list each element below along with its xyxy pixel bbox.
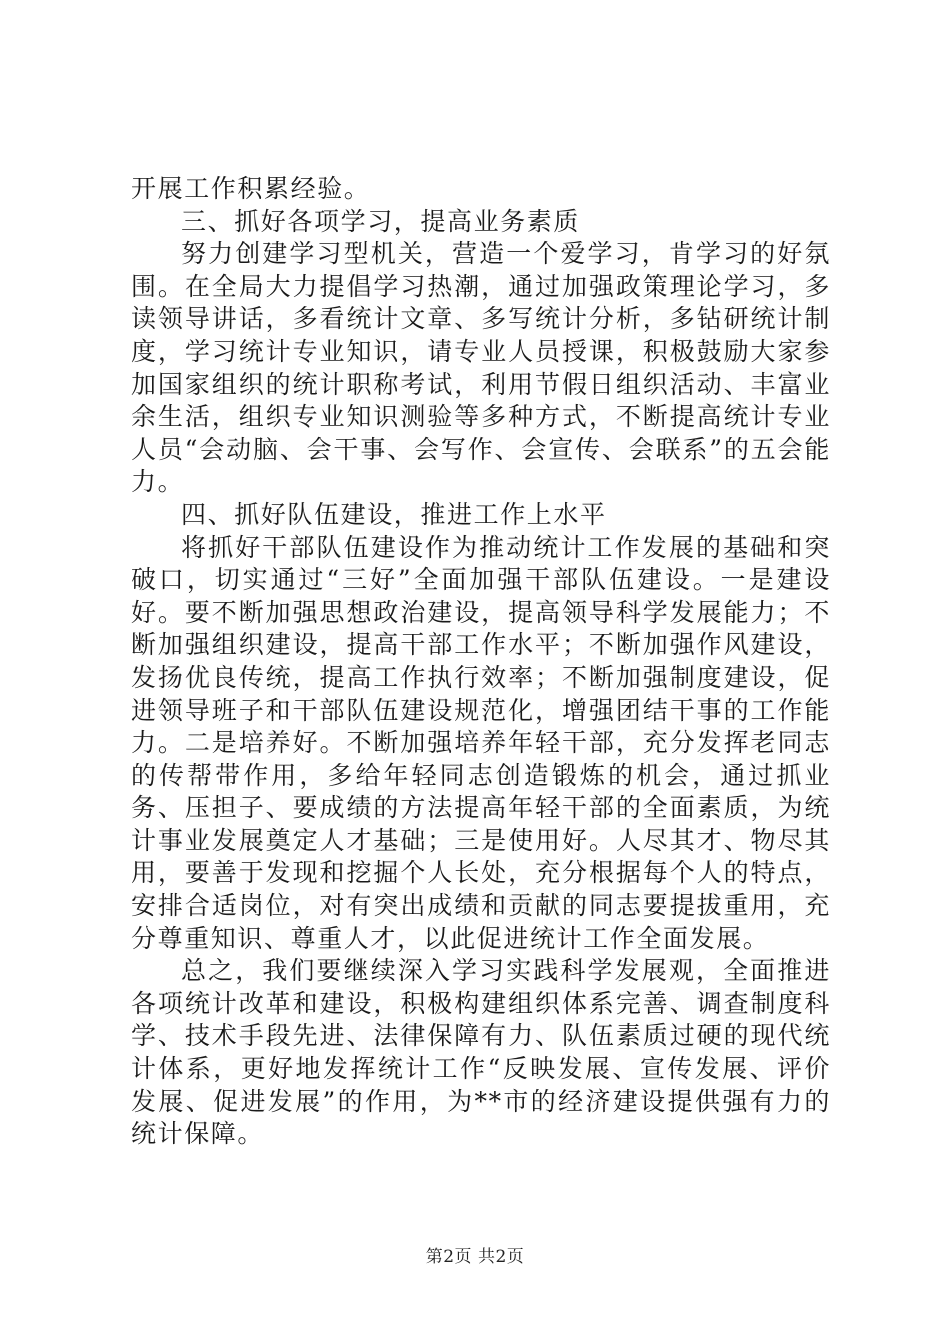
paragraph-continuation: 开展工作积累经验。 xyxy=(131,174,371,203)
paragraph-team: 将抓好干部队伍建设作为推动统计工作发展的基础和突破口，切实通过“三好”全面加强干部队伍建设。一是建设好。要不断加强思想政治建设，提高领导科学发展能力；不断加强组织建设，提高干部工作水平；不断加强作风建设，发扬优良传统，提高工作执行效率；不断加强制度建设，促进领导班子和干部队伍建设规范化，增强团结干事的工作能力。二是培养好。不断加强培养年轻干部，充分发挥老同志的传帮带作用，多给年轻同志创造锻炼的机会，通过抓业务、压担子、要成绩的方法提高年轻干部的全面素质，为统计事业发展奠定人才基础；三是使用好。人尽其才、物尽其用，要善于发现和挖掘个人长处，充分根据每个人的特点，安排合适岗位，对有突出成绩和贡献的同志要提拔重用，充分尊重知识、尊重人才，以此促进统计工作全面发展。 xyxy=(131,532,831,953)
section-heading-team: 四、抓好队伍建设，推进工作上水平 xyxy=(181,499,607,529)
paragraph-conclusion: 总之，我们要继续深入学习实践科学发展观，全面推进各项统计改革和建设，积极构建组织体系完善、调查制度科学、技术手段先进、法律保障有力、队伍素质过硬的现代统计体系，更好地发挥统计工作“反映发展、宣传发展、评价发展、促进发展”的作用，为**市的经济建设提供强有力的统计保障。 xyxy=(131,956,831,1149)
paragraph-study: 努力创建学习型机关，营造一个爱学习，肯学习的好氛围。在全局大力提倡学习热潮，通过加强政策理论学习，多读领导讲话，多看统计文章、多写统计分析，多钻研统计制度，学习统计专业知识，请专业人员授课，积极鼓励大家参加国家组织的统计职称考试，利用节假日组织活动、丰富业余生活，组织专业知识测验等多种方式，不断提高统计专业人员“会动脑、会干事、会写作、会宣传、会联系”的五会能力。 xyxy=(131,239,831,497)
section-heading-study: 三、抓好各项学习，提高业务素质 xyxy=(181,206,581,236)
page-number-footer: 第2页 共2页 xyxy=(425,1247,525,1267)
document-body xyxy=(131,173,831,1151)
